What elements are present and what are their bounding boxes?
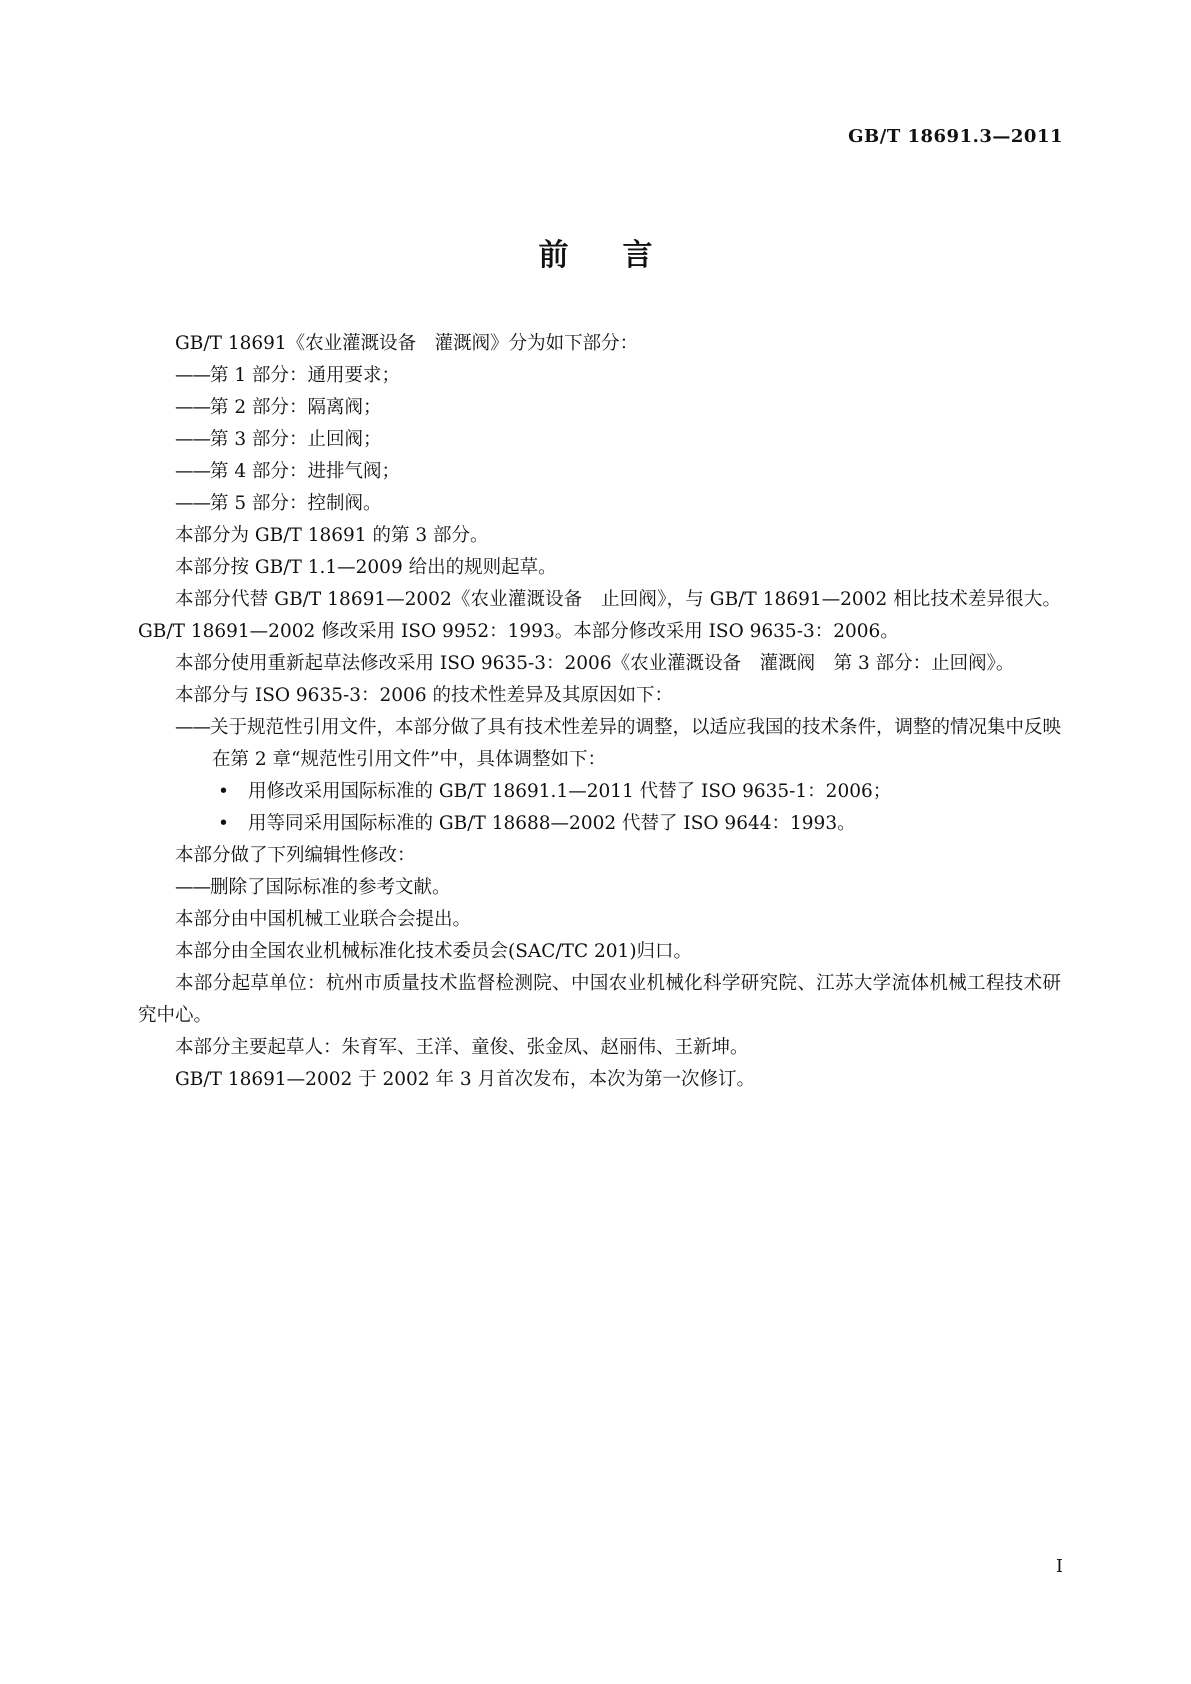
body-paragraph: 本部分代替 GB/T 18691—2002《农业灌溉设备 止回阀》，与 GB/T 18691—2002 相比技术差异很大。GB/T 18691—2002 修改采用 ISO 9952：1993。本部分修改采用 ISO 9635-3：2006。 [138,589,1061,642]
dash-marker: —— [175,493,210,514]
dash-list-item [138,424,1061,456]
bullet-item-text: 用等同采用国际标准的 GB/T 18688—2002 代替了 ISO 9644：1993。 [248,813,856,834]
dash-item-text: 第 1 部分：通用要求； [210,365,401,386]
body-paragraph: 本部分主要起草人：朱育军、王洋、童俊、张金凤、赵丽伟、王新坤。 [175,1037,749,1058]
body-paragraph: 本部分起草单位：杭州市质量技术监督检测院、中国农业机械化科学研究院、江苏大学流体机械工程技术研究中心。 [138,973,1061,1026]
dash-list-item [138,872,1061,904]
bullet-marker: • [218,813,229,834]
dash-item-text: 删除了国际标准的参考文献。 [210,877,451,898]
body-paragraph: GB/T 18691《农业灌溉设备 灌溉阀》分为如下部分： [175,333,639,354]
dash-marker: —— [175,397,210,418]
dash-list-item [138,712,1061,776]
dash-item-text: 第 5 部分：控制阀。 [210,493,382,514]
standard-code: GB/T 18691.3—2011 [848,126,1063,147]
bullet-item-text: 用修改采用国际标准的 GB/T 18691.1—2011 代替了 ISO 9635-1：2006； [248,781,892,802]
dash-item-text: 关于规范性引用文件，本部分做了具有技术性差异的调整，以适应我国的技术条件，调整的情况集中反映在第 2 章“规范性引用文件”中，具体调整如下： [210,717,1062,770]
body-paragraph: 本部分由全国农业机械标准化技术委员会(SAC/TC 201)归口。 [175,941,693,962]
body-paragraph: 本部分使用重新起草法修改采用 ISO 9635-3：2006《农业灌溉设备 灌溉阀 第 3 部分：止回阀》。 [175,653,1015,674]
dash-item-text: 第 3 部分：止回阀； [210,429,382,450]
bullet-list-item [138,776,1061,808]
dash-marker: —— [175,461,210,482]
dash-item-text: 第 4 部分：进排气阀； [210,461,401,482]
bullet-list-item [138,808,1061,840]
dash-list-item [138,392,1061,424]
body-paragraph: 本部分按 GB/T 1.1—2009 给出的规则起草。 [175,557,557,578]
bullet-marker: • [218,781,229,802]
body-paragraph: 本部分由中国机械工业联合会提出。 [175,909,472,930]
page-number: I [1055,1556,1063,1577]
foreword-body [138,328,1061,1096]
dash-marker: —— [175,877,210,898]
dash-marker: —— [175,365,210,386]
body-paragraph: 本部分与 ISO 9635-3：2006 的技术性差异及其原因如下： [175,685,673,706]
page-title: 前言 [538,238,707,273]
dash-list-item [138,488,1061,520]
body-paragraph: 本部分做了下列编辑性修改： [175,845,416,866]
body-paragraph: GB/T 18691—2002 于 2002 年 3 月首次发布，本次为第一次修订。 [175,1069,756,1090]
dash-list-item [138,456,1061,488]
dash-list-item [138,360,1061,392]
body-paragraph: 本部分为 GB/T 18691 的第 3 部分。 [175,525,489,546]
dash-marker: —— [175,429,210,450]
dash-item-text: 第 2 部分：隔离阀； [210,397,382,418]
dash-marker: —— [175,717,210,738]
